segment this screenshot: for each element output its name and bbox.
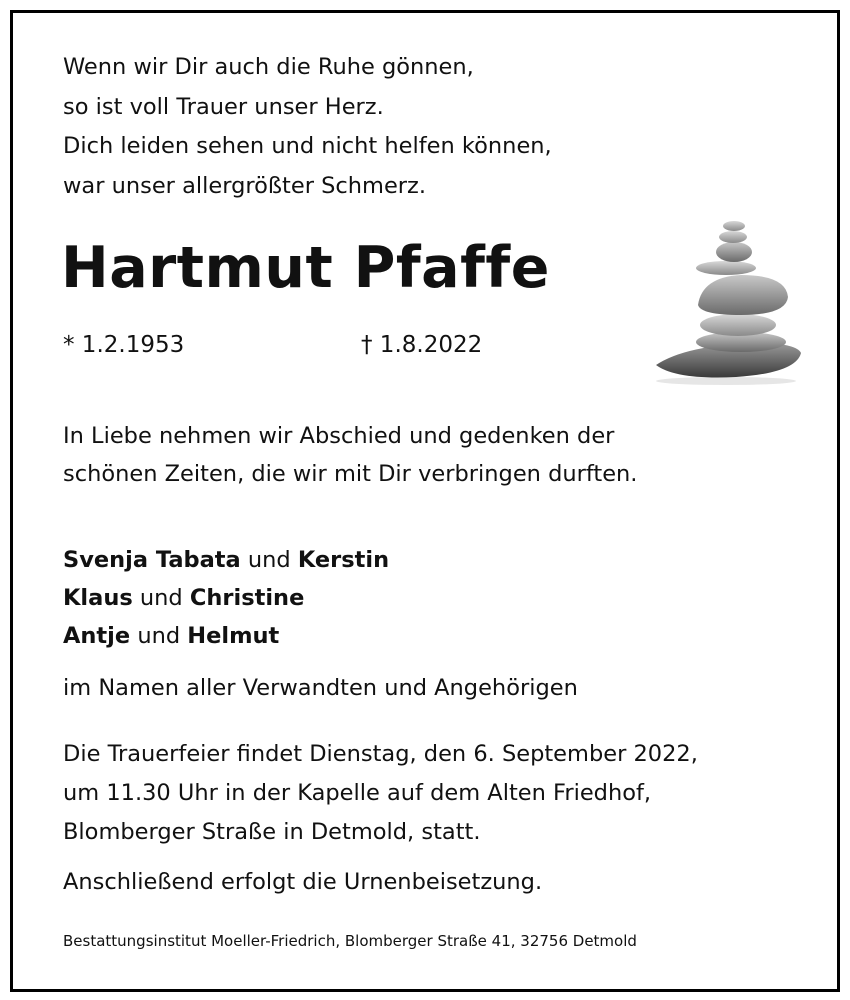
poem xyxy=(63,48,552,206)
conjunction: und xyxy=(240,547,298,573)
birth-date: * 1.2.1953 xyxy=(63,332,185,358)
deceased-name: Hartmut Pfaffe xyxy=(61,235,550,301)
mourner-name: Antje xyxy=(63,623,131,649)
farewell-text xyxy=(63,417,637,493)
obituary-card xyxy=(10,10,840,992)
poem-line: Dich leiden sehen und nicht helfen können, xyxy=(63,133,552,159)
funeral-details xyxy=(63,735,698,852)
mourner-row xyxy=(63,541,389,579)
funeral-line: um 11.30 Uhr in der Kapelle auf dem Alten Friedhof, xyxy=(63,780,652,806)
farewell-line: schönen Zeiten, die wir mit Dir verbringen durften. xyxy=(63,461,638,487)
mourner-row xyxy=(63,579,389,617)
mourner-name: Helmut xyxy=(187,623,280,649)
funeral-line: Die Trauerfeier findet Dienstag, den 6. September 2022, xyxy=(63,741,698,767)
mourner-name: Klaus xyxy=(63,585,133,611)
relatives-line: im Namen aller Verwandten und Angehörigen xyxy=(63,675,578,701)
poem-line: war unser allergrößter Schmerz. xyxy=(63,172,426,199)
mourners-list xyxy=(63,541,389,655)
stacked-stones-icon xyxy=(646,205,806,385)
poem-line: so ist voll Trauer unser Herz. xyxy=(63,93,384,120)
funeral-line: Blomberger Straße in Detmold, statt. xyxy=(63,819,481,845)
mourner-name: Svenja Tabata xyxy=(63,547,241,573)
conjunction: und xyxy=(132,585,190,611)
funeral-home-footer: Bestattungsinstitut Moeller-Friedrich, Blomberger Straße 41, 32756 Detmold xyxy=(63,932,637,950)
mourner-name: Christine xyxy=(189,585,305,611)
farewell-line: In Liebe nehmen wir Abschied und gedenken der xyxy=(63,423,615,449)
death-date: † 1.8.2022 xyxy=(361,332,483,358)
conjunction: und xyxy=(130,623,188,649)
mourner-name: Kerstin xyxy=(297,547,390,573)
mourner-row xyxy=(63,617,389,655)
urn-burial-line: Anschließend erfolgt die Urnenbeisetzung. xyxy=(63,869,543,895)
poem-line: Wenn wir Dir auch die Ruhe gönnen, xyxy=(63,54,474,80)
